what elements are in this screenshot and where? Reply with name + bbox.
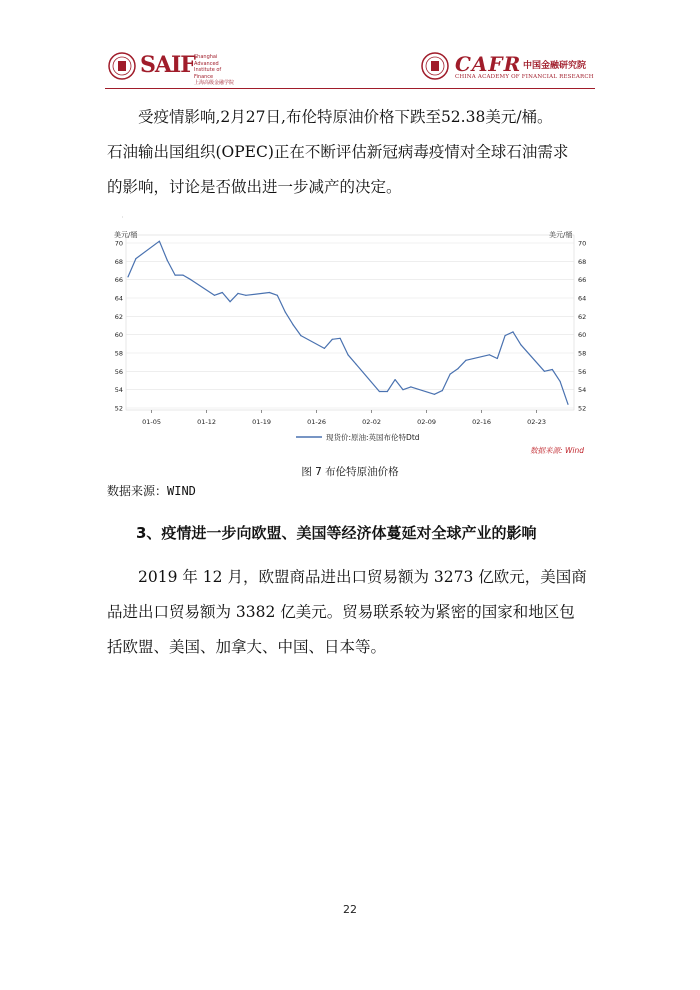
data-point — [167, 260, 168, 261]
section-heading: 3、疫情进一步向欧盟、美国等经济体蔓延对全球产业的影响 — [136, 524, 537, 542]
y-tick-label-right: 52 — [578, 404, 587, 413]
data-point — [520, 344, 521, 345]
data-point — [182, 275, 183, 276]
data-point — [285, 311, 286, 312]
data-point — [300, 335, 301, 336]
saif-seal-icon — [108, 52, 136, 80]
paragraph-line: 品进出口贸易额为 3382 亿美元。贸易联系较为紧密的国家和地区包 — [107, 603, 575, 621]
data-point — [379, 391, 380, 392]
data-point — [450, 374, 451, 375]
x-tick-label: 02-16 — [472, 418, 492, 426]
data-point — [387, 391, 388, 392]
paragraph-line: 2019 年 12 月，欧盟商品进出口贸易额为 3273 亿欧元，美国商 — [107, 568, 587, 586]
data-point — [497, 358, 498, 359]
paragraph-line: 的影响，讨论是否做出进一步减产的决定。 — [107, 178, 402, 196]
saif-logo — [108, 52, 238, 86]
data-point — [410, 386, 411, 387]
x-tick-label: 02-02 — [362, 418, 382, 426]
saif-sub-line: 上海高级金融学院 — [194, 80, 235, 86]
cafr-english-name: CHINA ACADEMY OF FINANCIAL RESEARCH — [455, 74, 594, 80]
x-tick-label: 02-23 — [527, 418, 547, 426]
y-tick-label-right: 54 — [578, 386, 587, 395]
data-point — [512, 331, 513, 332]
brent-price-chart — [108, 215, 592, 465]
paragraph-line: 括欧盟、美国、加拿大、中国、日本等。 — [107, 638, 387, 656]
data-point — [442, 390, 443, 391]
figure-caption: 图 7 布伦特原油价格 — [301, 466, 399, 478]
x-tick-label: 01-12 — [197, 418, 217, 426]
grid-lines — [126, 243, 574, 408]
legend-label: 现货价:原油:英国布伦特Dtd — [326, 433, 420, 442]
chart-source-note: 数据来源: Wind — [530, 446, 584, 455]
y-tick-label-right: 58 — [578, 349, 587, 358]
series-line-brent — [128, 241, 568, 404]
data-point — [190, 279, 191, 280]
saif-sub-line: Shanghai Advanced — [194, 54, 219, 67]
y-tick-label-left: 62 — [114, 312, 123, 321]
data-point — [434, 394, 435, 395]
page-number: 22 — [343, 903, 357, 916]
right-unit-label: 美元/桶 — [549, 231, 573, 239]
y-tick-label-right: 62 — [578, 312, 587, 321]
cafr-logo — [421, 52, 603, 82]
x-tick-label: 01-05 — [142, 418, 162, 426]
data-point — [237, 293, 238, 294]
paragraph-trade — [107, 560, 597, 665]
header-rule — [105, 88, 595, 89]
saif-subtitle — [194, 54, 238, 87]
data-point — [222, 292, 223, 293]
data-source: 数据来源：WIND — [107, 484, 196, 498]
saif-wordmark: SAIF — [140, 52, 195, 78]
y-tick-label-left: 52 — [114, 404, 123, 413]
data-point — [127, 276, 128, 277]
data-point — [567, 404, 568, 405]
x-tick-label: 01-19 — [252, 418, 272, 426]
y-tick-label-left: 58 — [114, 349, 123, 358]
series-group — [127, 241, 568, 405]
y-tick-label-left: 60 — [114, 331, 123, 340]
data-point — [175, 275, 176, 276]
x-axis — [142, 410, 546, 426]
y-tick-label-left: 66 — [114, 276, 123, 285]
paragraph-line: 石油输出国组织(OPEC)正在不断评估新冠病毒疫情对全球石油需求 — [107, 143, 569, 161]
cafr-chinese-name: 中国金融研究院 — [523, 61, 587, 71]
y-tick-label-right: 56 — [578, 367, 587, 376]
data-point — [355, 363, 356, 364]
saif-sub-line: Institute of Finance — [194, 67, 222, 80]
data-point — [277, 295, 278, 296]
data-point — [395, 379, 396, 380]
x-tick-label: 01-26 — [307, 418, 327, 426]
data-point — [402, 389, 403, 390]
data-point — [560, 381, 561, 382]
data-point — [505, 335, 506, 336]
x-tick-label: 02-09 — [417, 418, 437, 426]
data-point — [230, 301, 231, 302]
y-tick-label-left: 64 — [114, 294, 123, 303]
y-tick-label-right: 64 — [578, 294, 587, 303]
data-point — [269, 292, 270, 293]
y-tick-label-right: 70 — [578, 239, 587, 248]
left-unit-label: 美元/桶 — [114, 231, 138, 239]
data-point — [552, 369, 553, 370]
y-tick-label-left: 54 — [114, 386, 123, 395]
data-point — [489, 354, 490, 355]
data-point — [544, 371, 545, 372]
data-point — [159, 241, 160, 242]
data-point — [135, 258, 136, 259]
y-tick-label-right: 60 — [578, 331, 587, 340]
y-tick-label-left: 68 — [114, 257, 123, 266]
paragraph-oil-price — [107, 100, 597, 205]
data-point — [292, 324, 293, 325]
y-tick-label-right: 66 — [578, 276, 587, 285]
data-point — [465, 360, 466, 361]
data-point — [347, 354, 348, 355]
left-axis — [115, 240, 123, 413]
right-axis — [578, 240, 586, 413]
data-point — [324, 348, 325, 349]
data-point — [332, 339, 333, 340]
data-point — [457, 368, 458, 369]
y-tick-label-right: 68 — [578, 257, 587, 266]
paragraph-line: 受疫情影响,2月27日,布伦特原油价格下跌至52.38美元/桶。 — [107, 108, 553, 126]
data-point — [214, 295, 215, 296]
page-header — [0, 0, 700, 100]
y-tick-label-left: 70 — [114, 239, 123, 248]
data-point — [340, 338, 341, 339]
cafr-wordmark: CAFR — [455, 52, 522, 76]
y-tick-label-left: 56 — [114, 367, 123, 376]
cafr-seal-icon — [421, 52, 449, 80]
data-point — [245, 295, 246, 296]
